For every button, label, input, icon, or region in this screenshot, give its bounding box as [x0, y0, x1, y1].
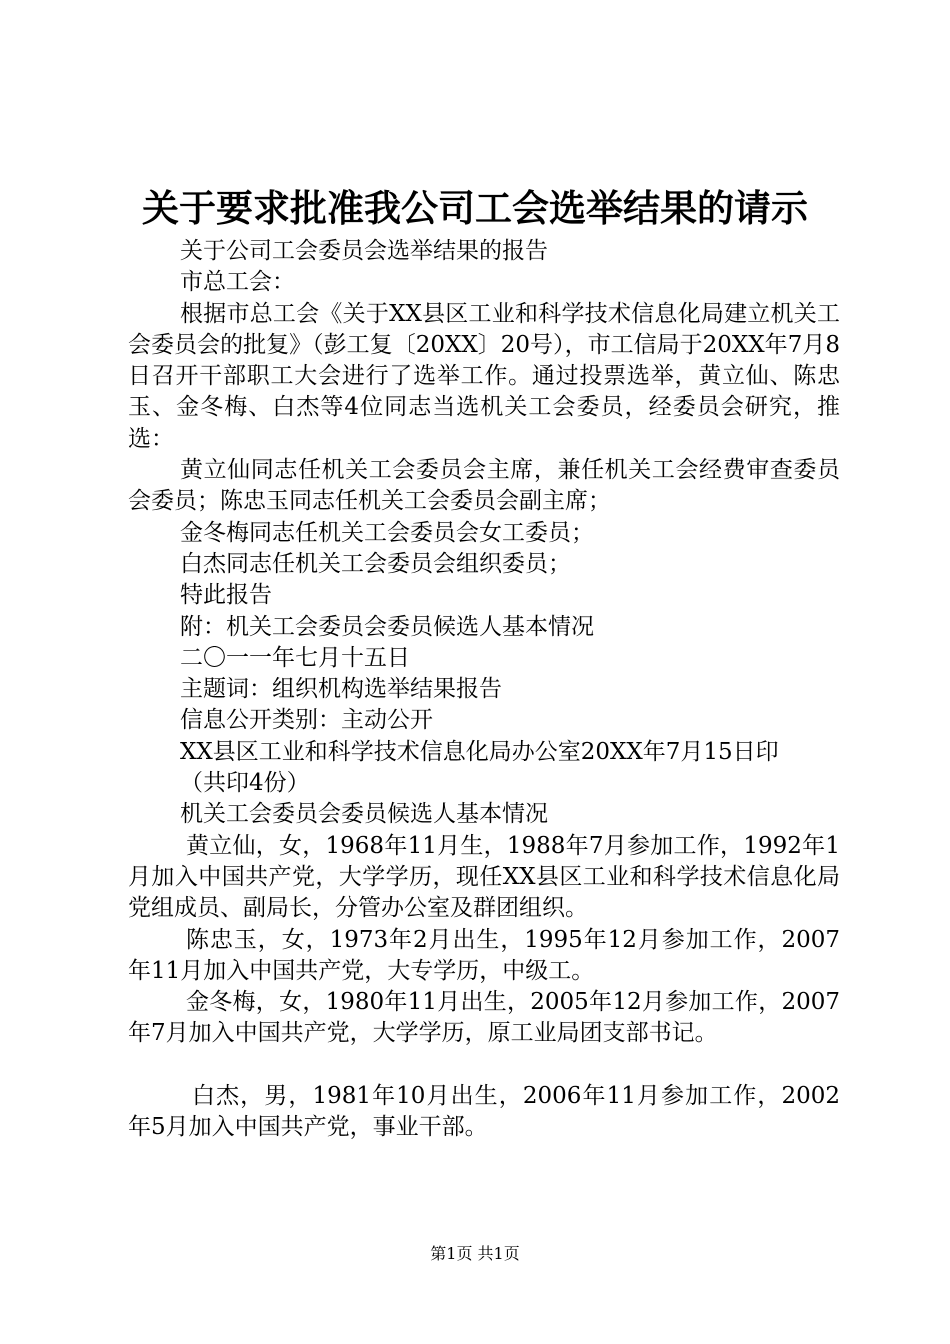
- report-heading: 关于公司工会委员会选举结果的报告: [180, 238, 548, 264]
- blank-line: [128, 1050, 840, 1081]
- paragraph-election: 根据市总工会《关于XX县区工业和科学技术信息化局建立机关工会委员会的批复》（彭工复〔20XX〕20号），市工信局于20XX年7月8日召开干部职工大会进行了选举工作。通过投票选举，黄立仙、陈忠玉、金冬梅、白杰等4位同志当选机关工会委员，经委员会研究，推选：: [128, 300, 840, 452]
- candidates-heading: 机关工会委员会委员候选人基本情况: [180, 801, 548, 828]
- document-body: [128, 236, 840, 1143]
- issuing-office: XX县区工业和科学技术信息化局办公室20XX年7月15日印: [180, 738, 779, 765]
- print-count: （共印4份）: [180, 770, 310, 797]
- subject-terms: 主题词：组织机构选举结果报告: [180, 676, 502, 703]
- paragraph-organization-committee: 白杰同志任机关工会委员会组织委员；: [180, 550, 571, 577]
- page-footer: 第1页 共1页: [430, 1244, 520, 1263]
- candidate-huang-lixian: 黄立仙，女，1968年11月生，1988年7月参加工作，1992年1月加入中国共产党，大学学历，现任XX县区工业和科学技术信息化局党组成员、副局长，分管办公室及群团组织。: [128, 832, 840, 922]
- candidate-bai-jie: 白杰，男，1981年10月出生，2006年11月参加工作，2002年5月加入中国共产党，事业干部。: [128, 1082, 840, 1141]
- document-title: 关于要求批准我公司工会选举结果的请示: [142, 186, 808, 230]
- recipient: 市总工会：: [180, 269, 295, 296]
- attachment-note: 附：机关工会委员会委员候选人基本情况: [180, 613, 594, 640]
- document-date: 二〇一一年七月十五日: [180, 644, 410, 671]
- paragraph-chairman: 黄立仙同志任机关工会委员会主席，兼任机关工会经费审查委员会委员；陈忠玉同志任机关工会委员会副主席；: [128, 457, 840, 515]
- closing-remark: 特此报告: [180, 582, 272, 609]
- paragraph-women-committee: 金冬梅同志任机关工会委员会女工委员；: [180, 519, 594, 546]
- candidate-chen-zhongyu: 陈忠玉，女，1973年2月出生，1995年12月参加工作，2007年11月加入中国共产党，大专学历，中级工。: [128, 926, 840, 984]
- candidate-jin-dongmei: 金冬梅，女，1980年11月出生，2005年12月参加工作，2007年7月加入中国共产党，大学学历，原工业局团支部书记。: [128, 989, 840, 1047]
- disclosure-category: 信息公开类别：主动公开: [180, 707, 433, 734]
